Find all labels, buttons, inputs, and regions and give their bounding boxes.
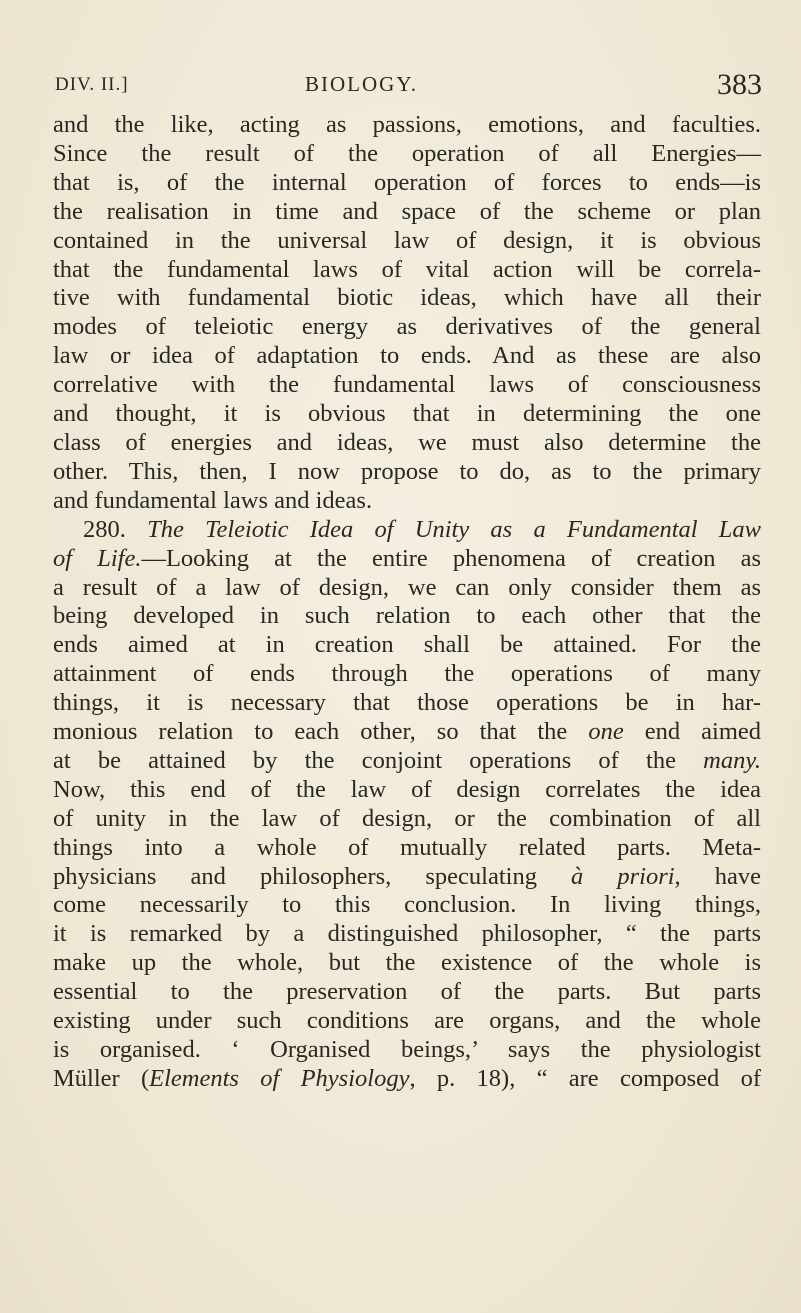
emphasis-many: many. <box>703 746 761 774</box>
text-line <box>53 516 761 545</box>
running-title: BIOLOGY. <box>305 72 419 96</box>
text-line: Now, this end of the law of design correlates the idea <box>53 775 761 803</box>
text-line: the realisation in time and space of the scheme or plan <box>53 197 761 225</box>
text-line: and thought, it is obvious that in determining the one <box>53 400 761 428</box>
emphasis-one: one <box>588 718 624 746</box>
text-line: existing under such conditions are organs, and the whole <box>53 1007 761 1035</box>
text-line: things, it is necessary that those operations be in har- <box>53 689 761 717</box>
text-line: other. This, then, I now propose to do, as to the primary <box>53 457 761 485</box>
text-line: and fundamental laws and ideas. <box>53 486 373 514</box>
paragraph-1 <box>53 111 761 516</box>
page-number: 383 <box>717 68 762 101</box>
text-line: contained in the universal law of design, it is obvious <box>53 226 761 254</box>
text-line: ends aimed at in creation shall be attained. For the <box>53 631 761 659</box>
text-line: modes of teleiotic energy as derivatives of the general <box>53 313 761 341</box>
text-line: come necessarily to this conclusion. In living things, <box>53 891 761 919</box>
text-line: tive with fundamental biotic ideas, which have all their <box>53 284 761 312</box>
text-line: Since the result of the operation of all Energies— <box>53 139 761 167</box>
text-line: being developed in such relation to each other that the <box>53 602 761 630</box>
text-line: things into a whole of mutually related parts. Meta- <box>53 833 761 861</box>
text-line: at be attained by the conjoint operations of the many. <box>53 746 761 774</box>
text-line: Müller (Elements of Physiology, p. 18), “ are composed of <box>53 1064 761 1092</box>
running-header <box>55 68 762 108</box>
text-line: that the fundamental laws of vital action will be correla- <box>53 255 761 283</box>
section-heading: The Teleiotic Idea of Unity as a Fundamental Law <box>147 515 761 543</box>
text-line: of unity in the law of design, or the combination of all <box>53 804 761 832</box>
book-title: Elements of Physiology <box>149 1064 410 1092</box>
text-line: correlative with the fundamental laws of consciousness <box>53 371 761 399</box>
text-line: make up the whole, but the existence of the whole is <box>53 949 761 977</box>
paragraph-2 <box>53 516 761 1094</box>
text-line: monious relation to each other, so that the one end aimed <box>53 718 761 746</box>
emphasis-a-priori: à priori <box>571 862 675 890</box>
text-line: class of energies and ideas, we must also determine the <box>53 428 761 456</box>
text-line: it is remarked by a distinguished philosopher, “ the parts <box>53 920 761 948</box>
section-label: DIV. II.] <box>55 74 129 95</box>
text-line: is organised. ‘ Organised beings,’ says the physiologist <box>53 1036 761 1063</box>
page-body <box>53 111 761 1094</box>
text-line: law or idea of adaptation to ends. And as these are also <box>53 342 761 370</box>
text-line: essential to the preservation of the parts. But parts <box>53 978 761 1006</box>
text-line: and the like, acting as passions, emotions, and faculties. <box>53 111 761 138</box>
section-heading-cont: of Life. <box>53 544 142 572</box>
text-line: a result of a law of design, we can only consider them as <box>53 573 761 601</box>
text-line: attainment of ends through the operations of many <box>53 660 761 688</box>
text-line: physicians and philosophers, speculating à priori, have <box>53 862 761 890</box>
text-line: that is, of the internal operation of forces to ends—is <box>53 168 761 196</box>
section-number: 280. <box>83 515 126 543</box>
text-line: of Life.—Looking at the entire phenomena of creation as <box>53 544 761 572</box>
